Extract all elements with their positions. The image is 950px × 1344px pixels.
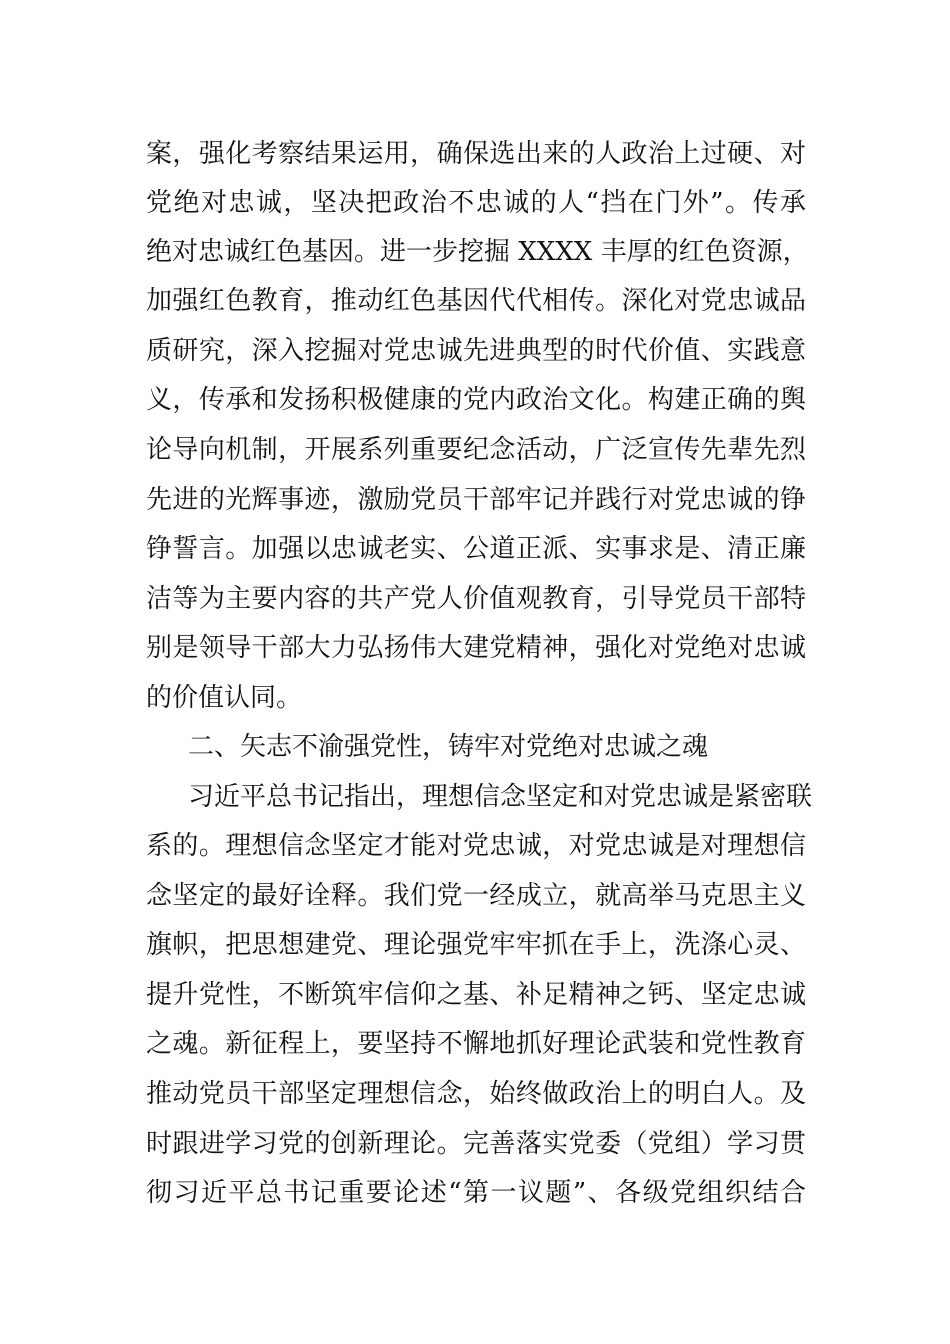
body-text-line: 之魂。新征程上，要坚持不懈地抓好理论武装和党性教育 bbox=[146, 1029, 806, 1059]
body-text-line: 铮誓言。加强以忠诚老实、公道正派、实事求是、清正廉 bbox=[146, 534, 806, 564]
body-text-line: 绝对忠诚红色基因。进一步挖掘 XXXX 丰厚的红色资源， bbox=[146, 237, 809, 267]
body-text-line: 先进的光辉事迹，激励党员干部牢记并践行对党忠诚的铮 bbox=[146, 485, 806, 515]
body-text-line: 时跟进学习党的创新理论。完善落实党委（党组）学习贯 bbox=[146, 1129, 806, 1159]
body-text-line: 的价值认同。 bbox=[146, 683, 303, 713]
body-text-line: 推动党员干部坚定理想信念，始终做政治上的明白人。及 bbox=[146, 1079, 806, 1109]
body-text-line: 义，传承和发扬积极健康的党内政治文化。构建正确的舆 bbox=[146, 385, 806, 415]
body-text-line: 念坚定的最好诠释。我们党一经成立，就高举马克思主义 bbox=[146, 881, 806, 911]
body-text-line: 提升党性，不断筑牢信仰之基、补足精神之钙、坚定忠诚 bbox=[146, 980, 806, 1010]
body-text-line: 旗帜，把思想建党、理论强党牢牢抓在手上，洗涤心灵、 bbox=[146, 930, 806, 960]
body-text-line: 系的。理想信念坚定才能对党忠诚，对党忠诚是对理想信 bbox=[146, 831, 806, 861]
paragraph-first-line: 习近平总书记指出，理想信念坚定和对党忠诚是紧密联 bbox=[188, 782, 813, 812]
body-text-line: 洁等为主要内容的共产党人价值观教育，引导党员干部特 bbox=[146, 584, 806, 614]
body-text-line: 案，强化考察结果运用，确保选出来的人政治上过硬、对 bbox=[146, 139, 806, 169]
body-text-line: 党绝对忠诚，坚决把政治不忠诚的人“挡在门外”。传承 bbox=[146, 188, 806, 218]
body-text-line: 彻习近平总书记重要论述“第一议题”、各级党组织结合 bbox=[146, 1178, 806, 1208]
body-text-line: 别是领导干部大力弘扬伟大建党精神，强化对党绝对忠诚 bbox=[146, 633, 806, 663]
body-text-line: 论导向机制，开展系列重要纪念活动，广泛宣传先辈先烈 bbox=[146, 435, 806, 465]
section-heading: 二、矢志不渝强党性，铸牢对党绝对忠诚之魂 bbox=[188, 732, 709, 762]
body-text-line: 加强红色教育，推动红色基因代代相传。深化对党忠诚品 bbox=[146, 286, 806, 316]
body-text-line: 质研究，深入挖掘对党忠诚先进典型的时代价值、实践意 bbox=[146, 336, 806, 366]
